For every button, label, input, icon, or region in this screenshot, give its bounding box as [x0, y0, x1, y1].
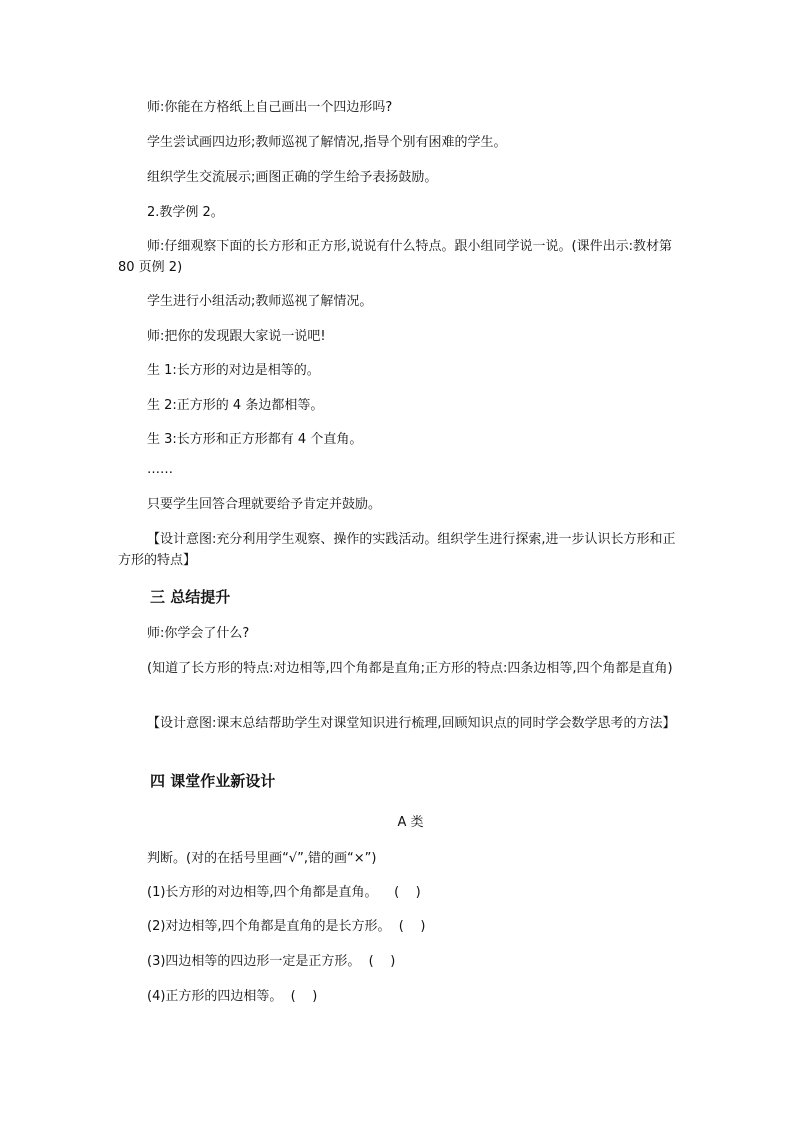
question-2: (2)对边相等,四个角都是直角的是长方形。 ( )	[147, 919, 426, 934]
paragraph-observe: 师:仔细观察下面的长方形和正方形,说说有什么特点。跟小组同学说一说。(课件出示:教材第 80 页例 2)	[118, 239, 672, 275]
paragraph-answer: (知道了长方形的特点:对边相等,四个角都是直角;正方形的特点:四条边相等,四个角都是直角)	[147, 661, 673, 676]
paragraph-student-drawing: 学生尝试画四边形;教师巡视了解情况,指导个别有困难的学生。	[147, 135, 507, 150]
paragraph-student-1: 生 1:长方形的对边是相等的。	[147, 363, 320, 378]
paragraph-showcase: 组织学生交流展示;画图正确的学生给予表扬鼓励。	[147, 170, 438, 185]
paragraph-student-3: 生 3:长方形和正方形都有 4 个直角。	[147, 432, 363, 447]
instruction: 判断。(对的在括号里画“√”,错的画“×”)	[147, 851, 377, 866]
question-4: (4)正方形的四边相等。 ( )	[147, 989, 318, 1004]
paragraph-design-intent-2: 【设计意图:课末总结帮助学生对课堂知识进行梳理,回顾知识点的同时学会数学思考的方法】	[147, 716, 676, 731]
section-heading-homework: 四 课堂作业新设计	[150, 772, 276, 790]
question-1: (1)长方形的对边相等,四个角都是直角。 ( )	[147, 885, 421, 900]
paragraph-design-intent-1: 【设计意图:充分利用学生观察、操作的实践活动。组织学生进行探索,进一步认识长方形和正方形的特点】	[118, 532, 676, 568]
question-3: (3)四边相等的四边形一定是正方形。 ( )	[147, 954, 396, 969]
category-label: A 类	[397, 815, 424, 830]
paragraph-what-learned: 师:你学会了什么?	[147, 626, 250, 641]
section-heading-summary: 三 总结提升	[150, 588, 231, 606]
paragraph-student-2: 生 2:正方形的 4 条边都相等。	[147, 398, 324, 413]
paragraph-ellipsis: ……	[147, 462, 173, 477]
paragraph-group-activity: 学生进行小组活动;教师巡视了解情况。	[147, 294, 373, 309]
paragraph-encourage: 只要学生回答合理就要给予肯定并鼓励。	[147, 497, 382, 512]
paragraph-share: 师:把你的发现跟大家说一说吧!	[147, 329, 326, 344]
paragraph-example-2: 2.教学例 2。	[147, 205, 224, 220]
paragraph-question: 师:你能在方格纸上自己画出一个四边形吗?	[147, 100, 393, 115]
